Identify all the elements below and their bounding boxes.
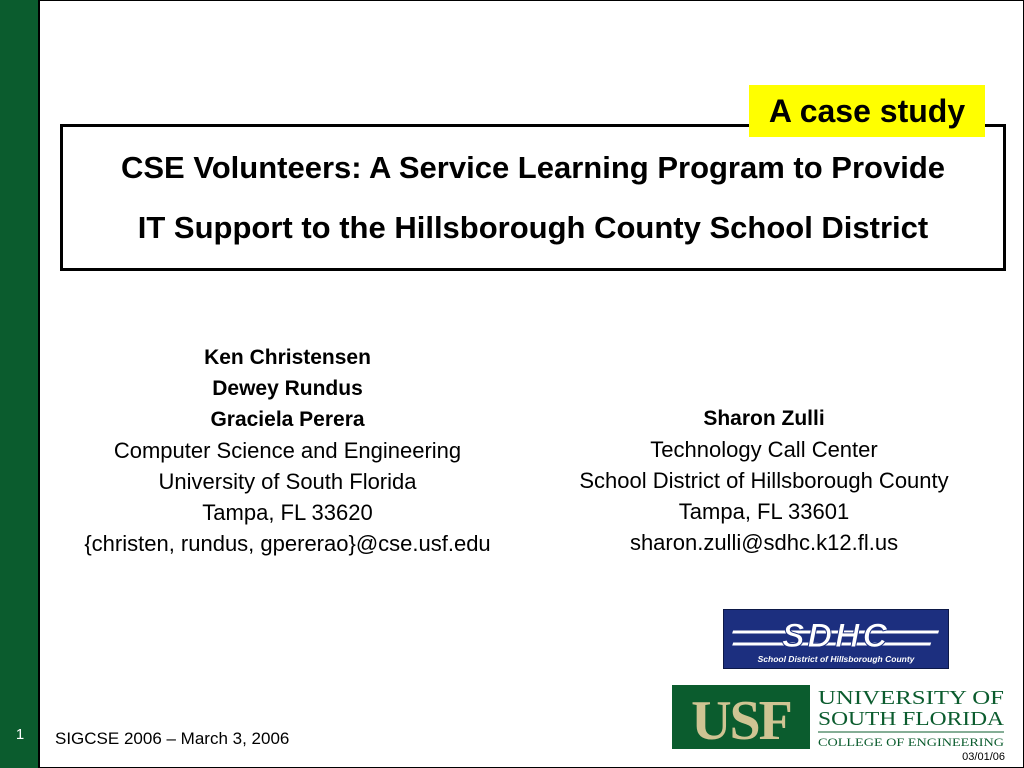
title-line-1: CSE Volunteers: A Service Learning Program to Provide xyxy=(120,149,945,185)
sdhc-wordmark: SDHC xyxy=(781,617,891,655)
usf-authors xyxy=(40,342,535,559)
author-city: Tampa, FL 33601 xyxy=(678,499,850,524)
usf-monogram: USF xyxy=(691,690,791,749)
case-study-badge: A case study xyxy=(749,85,985,137)
author-organization: School District of Hillsborough County xyxy=(579,468,949,493)
author-city: Tampa, FL 33620 xyxy=(202,500,373,525)
slide-date: 03/01/06 xyxy=(962,751,1005,763)
author-department: Technology Call Center xyxy=(650,437,878,462)
author-email: {christen, rundus, gpererao}@cse.usf.edu xyxy=(84,531,491,556)
usf-line-1: UNIVERSITY OF xyxy=(818,687,1004,709)
slide-number: 1 xyxy=(15,726,25,743)
sdhc-author xyxy=(540,403,988,558)
left-green-bar xyxy=(0,0,40,768)
title-line-2: IT Support to the Hillsborough County School District xyxy=(137,209,929,245)
conference-footer: SIGCSE 2006 – March 3, 2006 xyxy=(55,729,290,748)
title-box xyxy=(60,124,1006,271)
usf-line-3: COLLEGE OF ENGINEERING xyxy=(818,735,1005,749)
author-name: Graciela Perera xyxy=(210,408,365,431)
author-name: Dewey Rundus xyxy=(212,377,363,400)
author-university: University of South Florida xyxy=(158,469,417,494)
sdhc-logo xyxy=(723,609,949,669)
author-department: Computer Science and Engineering xyxy=(113,438,462,463)
author-name: Ken Christensen xyxy=(204,346,371,369)
author-name: Sharon Zulli xyxy=(703,407,825,430)
usf-logo xyxy=(672,685,1008,749)
author-email: sharon.zulli@sdhc.k12.fl.us xyxy=(629,530,899,555)
usf-line-2: SOUTH FLORIDA xyxy=(818,708,1005,730)
sdhc-subtitle: School District of Hillsborough County xyxy=(757,654,915,664)
